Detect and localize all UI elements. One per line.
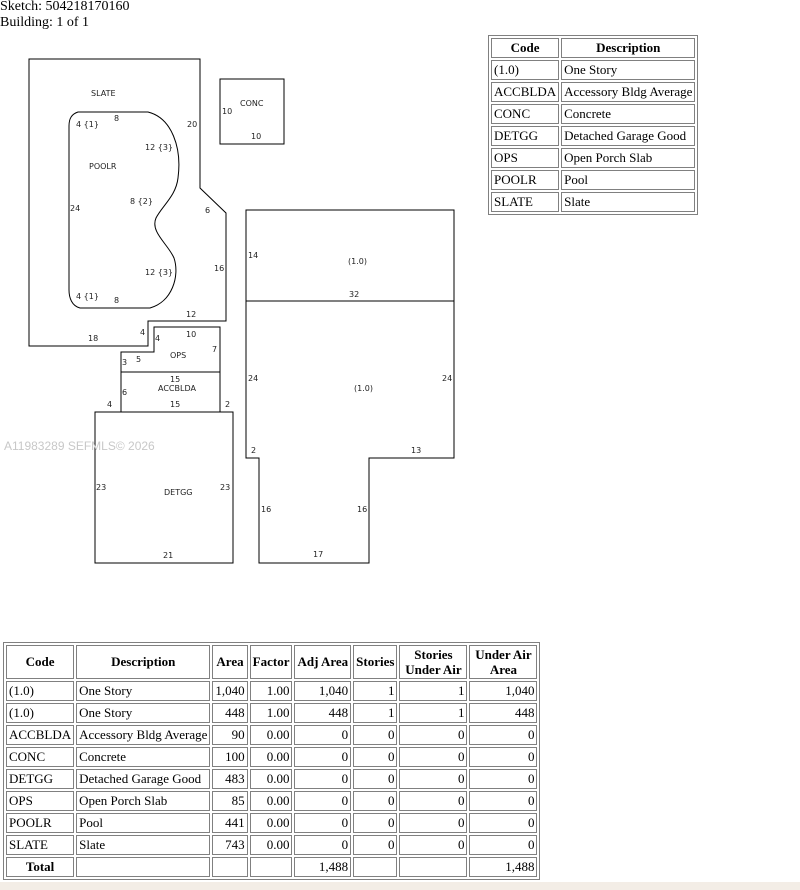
code-cell: SLATE [6,835,74,855]
description-cell: Concrete [561,104,695,124]
table-row [491,126,695,146]
dim-label: 32 [349,290,360,299]
description-cell: One Story [76,681,210,701]
stories-under-air-cell: 1 [399,681,467,701]
column-header: Stories Under Air [399,645,467,679]
table-row [6,813,537,833]
dim-label: 8 [114,296,120,305]
empty-cell [212,857,247,877]
slate-label: SLATE [91,89,116,98]
area-cell: 441 [212,813,247,833]
dim-label: 24 [70,204,81,213]
dim-label: 6 [122,388,128,397]
page-bottom-strip [0,882,800,890]
factor-cell: 0.00 [250,813,293,833]
code-cell: SLATE [491,192,559,212]
dim-label: 4 [140,328,146,337]
dim-label: 5 [136,355,142,364]
under-air-area-cell: 448 [469,703,537,723]
dim-label: 23 [96,483,107,492]
dim-label: 10 [222,107,233,116]
code-cell: CONC [491,104,559,124]
ops-label: OPS [170,351,187,360]
code-cell: (1.0) [491,60,559,80]
dim-label: 4 {1} [76,292,99,301]
dim-label: 24 [442,374,453,383]
dim-label: 13 [411,446,422,455]
adj-area-cell: 0 [294,813,351,833]
adj-area-cell: 0 [294,791,351,811]
table-row [491,148,695,168]
dim-label: 2 [251,446,257,455]
total-adj-area: 1,488 [294,857,351,877]
code-cell: OPS [491,148,559,168]
table-row [491,82,695,102]
description-cell: Open Porch Slab [76,791,210,811]
dim-label: 8 [114,114,120,123]
adj-area-cell: 0 [294,769,351,789]
code-cell: ACCBLDA [491,82,559,102]
description-cell: Pool [76,813,210,833]
dim-label: 24 [248,374,259,383]
under-air-area-cell: 0 [469,835,537,855]
code-cell: DETGG [6,769,74,789]
under-air-area-cell: 0 [469,813,537,833]
area-cell: 85 [212,791,247,811]
table-row [6,835,537,855]
description-cell: Concrete [76,747,210,767]
stories-cell: 0 [353,835,397,855]
dimension-labels [70,107,452,560]
stories-under-air-cell: 0 [399,747,467,767]
stories-under-air-cell: 0 [399,769,467,789]
description-cell: Detached Garage Good [76,769,210,789]
dim-label: 10 [251,132,262,141]
description-cell: Accessory Bldg Average [76,725,210,745]
conc-label: CONC [240,99,264,108]
table-row [6,769,537,789]
story-top-label: (1.0) [348,257,367,266]
under-air-area-cell: 0 [469,791,537,811]
code-cell: ACCBLDA [6,725,74,745]
stories-cell: 1 [353,703,397,723]
dim-label: 3 [122,358,128,367]
stories-cell: 0 [353,813,397,833]
table-row [6,747,537,767]
stories-under-air-cell: 0 [399,725,467,745]
area-cell: 1,040 [212,681,247,701]
dim-label: 15 [170,375,181,384]
table-row [6,681,537,701]
stories-cell: 1 [353,681,397,701]
area-cell: 743 [212,835,247,855]
table-row [6,703,537,723]
dim-label: 20 [187,120,198,129]
column-header: Description [76,645,210,679]
watermark-text: A11983289 SEFMLS© 2026 [4,439,155,453]
dim-label: 18 [88,334,99,343]
column-header: Under Air Area [469,645,537,679]
description-cell: One Story [76,703,210,723]
dim-label: 21 [163,551,174,560]
table-row [491,60,695,80]
empty-cell [76,857,210,877]
sketch-number: Sketch: 504218170160 [0,0,130,14]
factor-cell: 0.00 [250,725,293,745]
accblda-label: ACCBLDA [158,384,196,393]
dim-label: 10 [186,330,197,339]
code-cell: POOLR [6,813,74,833]
under-air-area-cell: 0 [469,747,537,767]
dim-label: 16 [214,264,225,273]
description-cell: Slate [76,835,210,855]
stories-under-air-cell: 0 [399,791,467,811]
code-cell: (1.0) [6,681,74,701]
empty-cell [399,857,467,877]
dim-label: 12 {3} [145,143,173,152]
total-under-air-area: 1,488 [469,857,537,877]
dim-label: 14 [248,251,259,260]
factor-cell: 0.00 [250,747,293,767]
area-cell: 483 [212,769,247,789]
table-row [6,725,537,745]
dim-label: 4 {1} [76,120,99,129]
description-cell: Accessory Bldg Average [561,82,695,102]
column-header: Factor [250,645,293,679]
code-cell: (1.0) [6,703,74,723]
dim-label: 16 [261,505,272,514]
dim-label: 6 [205,206,211,215]
dim-label: 8 {2} [130,197,153,206]
table-row [491,192,695,212]
adj-area-cell: 0 [294,725,351,745]
area-cell: 90 [212,725,247,745]
adj-area-cell: 448 [294,703,351,723]
column-header: Code [491,38,559,58]
code-legend-table [488,35,698,215]
under-air-area-cell: 0 [469,725,537,745]
factor-cell: 0.00 [250,835,293,855]
area-summary-table [3,642,540,880]
poolr-label: POOLR [89,162,117,171]
dim-label: 16 [357,505,368,514]
column-header: Area [212,645,247,679]
stories-cell: 0 [353,769,397,789]
empty-cell [353,857,397,877]
story-top-outline [246,210,454,301]
description-cell: One Story [561,60,695,80]
stories-under-air-cell: 0 [399,813,467,833]
description-cell: Slate [561,192,695,212]
factor-cell: 1.00 [250,703,293,723]
detgg-label: DETGG [164,488,193,497]
dim-label: 12 {3} [145,268,173,277]
empty-cell [250,857,293,877]
stories-cell: 0 [353,725,397,745]
total-label: Total [6,857,74,877]
dim-label: 4 [155,334,161,343]
adj-area-cell: 0 [294,835,351,855]
stories-cell: 0 [353,791,397,811]
table-row [6,791,537,811]
factor-cell: 1.00 [250,681,293,701]
column-header: Adj Area [294,645,351,679]
stories-under-air-cell: 1 [399,703,467,723]
under-air-area-cell: 0 [469,769,537,789]
code-cell: CONC [6,747,74,767]
story-main-outline [246,301,454,563]
ops-outline [121,327,220,372]
dim-label: 17 [313,550,324,559]
story-main-label: (1.0) [354,384,373,393]
adj-area-cell: 1,040 [294,681,351,701]
table-header-row [6,645,537,679]
under-air-area-cell: 1,040 [469,681,537,701]
dim-label: 15 [170,400,181,409]
building-count: Building: 1 of 1 [0,15,90,30]
description-cell: Open Porch Slab [561,148,695,168]
table-row [491,170,695,190]
dim-label: 4 [107,400,113,409]
description-cell: Detached Garage Good [561,126,695,146]
total-row [6,857,537,877]
area-cell: 100 [212,747,247,767]
adj-area-cell: 0 [294,747,351,767]
dim-label: 12 [186,310,197,319]
dim-label: 23 [220,483,231,492]
table-row [491,104,695,124]
stories-cell: 0 [353,747,397,767]
description-cell: Pool [561,170,695,190]
area-cell: 448 [212,703,247,723]
code-cell: POOLR [491,170,559,190]
factor-cell: 0.00 [250,769,293,789]
stories-under-air-cell: 0 [399,835,467,855]
column-header: Code [6,645,74,679]
column-header: Description [561,38,695,58]
code-cell: DETGG [491,126,559,146]
table-header-row [491,38,695,58]
code-cell: OPS [6,791,74,811]
slate-outline [29,59,226,346]
column-header: Stories [353,645,397,679]
dim-label: 7 [212,345,218,354]
dim-label: 2 [225,400,231,409]
factor-cell: 0.00 [250,791,293,811]
pool-outline [69,112,179,308]
